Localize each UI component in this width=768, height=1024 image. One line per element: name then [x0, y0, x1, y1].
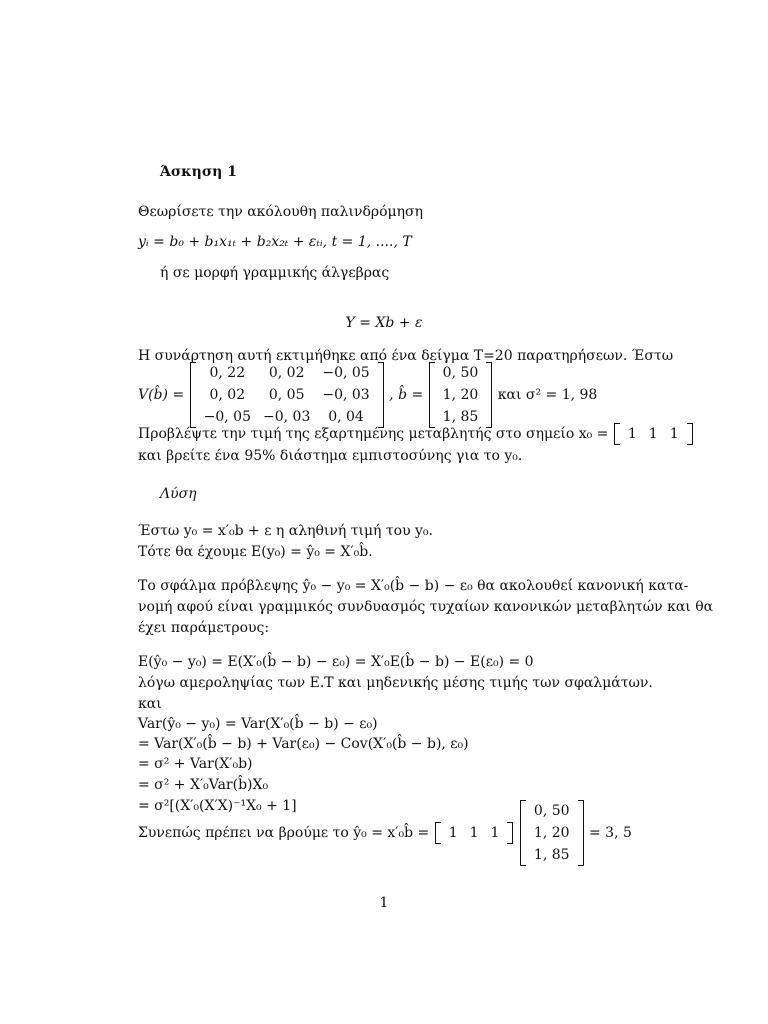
intro-text: Θεωρίσετε την ακόλουθη παλινδρόμηση — [138, 204, 423, 220]
matrix-cell: −0, 05 — [203, 409, 251, 425]
solution-line-1: Έστω y₀ = x′₀b + ε η αληθινή τιμή του y₀. — [138, 523, 433, 539]
final-column-vector — [519, 800, 585, 866]
paragraph-line-2: νομή αφού είναι γραμμικός συνδυασμός τυχαίων κανονικών μεταβλητών και θα — [138, 599, 714, 615]
expectation-equation: E(ŷ₀ − y₀) = E(X′₀(b̂ − b) − ε₀) = X′₀E(b̂ − b) − E(ε₀) = 0 — [138, 654, 534, 670]
vector-cell: 1, 20 — [533, 825, 570, 841]
variance-line-2: = Var(X′₀(b̂ − b) + Var(ε₀) − Cov(X′₀(b̂ − b), ε₀) — [138, 736, 469, 752]
matrix-cell: 0, 05 — [268, 387, 305, 403]
page-number: 1 — [379, 895, 389, 911]
final-pre-text: Συνεπώς πρέπει να βρούμε το ŷ₀ = x′₀b̂ = — [138, 825, 430, 841]
predict-text: Προβλέψτε την τιμή της εξαρτημένης μεταβλητής στο σημείο x₀ = — [138, 426, 609, 442]
vector-cell: 1, 20 — [442, 387, 479, 403]
final-computation-line — [138, 800, 632, 866]
matrix-cell: −0, 03 — [263, 409, 311, 425]
b-vector — [428, 362, 494, 428]
variance-matrix — [189, 362, 385, 428]
vector-cell: 0, 50 — [442, 365, 479, 381]
variance-line-5: = σ²[(X′₀(X′X)⁻¹X₀ + 1] — [138, 798, 297, 814]
and-text: και — [138, 696, 162, 712]
vector-cell: 1, 85 — [442, 409, 479, 425]
vector-cell: 0, 50 — [533, 803, 570, 819]
variance-line-1: Var(ŷ₀ − y₀) = Var(X′₀(b̂ − b) − ε₀) — [138, 716, 378, 732]
matrix-cell: 0, 02 — [209, 387, 246, 403]
solution-line-2: Τότε θα έχουμε E(y₀) = ŷ₀ = X′₀b̂. — [138, 544, 373, 560]
variance-line-3: = σ² + Var(X′₀b) — [138, 756, 253, 772]
vector-cell: 1 — [648, 426, 658, 442]
vector-cell: 1 — [669, 426, 679, 442]
vector-cell: 1 — [627, 426, 637, 442]
vector-cell: 1, 85 — [533, 847, 570, 863]
paragraph-line-3: έχει παράμετρους: — [138, 620, 270, 636]
regression-model: yᵢ = b₀ + b₁x₁ₜ + b₂x₂ₜ + εₜᵢ, t = 1, ...., T — [138, 234, 412, 250]
solution-title: Λύση — [160, 486, 197, 502]
predict-line — [138, 423, 694, 445]
b-label: , b̂ = — [389, 387, 424, 403]
matrix-cell: −0, 03 — [322, 387, 370, 403]
matrix-cell: 0, 02 — [268, 365, 305, 381]
vector-cell: 1 — [490, 825, 500, 841]
final-row-vector — [434, 822, 515, 844]
final-result: = 3, 5 — [589, 825, 632, 841]
variance-matrix-line — [138, 362, 597, 428]
matrix-cell: −0, 05 — [322, 365, 370, 381]
interval-text: και βρείτε ένα 95% διάστημα εμπιστοσύνης για το y₀. — [138, 448, 523, 464]
sigma-text: και σ² = 1, 98 — [497, 387, 598, 403]
variance-line-4: = σ² + X′₀Var(b̂)X₀ — [138, 777, 269, 793]
exercise-title: Άσκηση 1 — [160, 164, 237, 180]
alt-form-text: ή σε μορφή γραμμικής άλγεβρας — [160, 265, 390, 281]
unbiasedness-text: λόγω αμεροληψίας των Ε.Τ και μηδενικής μέσης τιμής των σφαλμάτων. — [138, 675, 653, 691]
paragraph-line-1: Το σφάλμα πρόβλεψης ŷ₀ − y₀ = X′₀(b̂ − b) − ε₀ θα ακολουθεί κανονική κατα- — [138, 578, 689, 594]
matrix-cell: 0, 22 — [209, 365, 246, 381]
matrix-equation: Y = Xb + ε — [345, 315, 423, 331]
estimation-text: Η συνάρτηση αυτή εκτιμήθηκε από ένα δείγμα T=20 παρατηρήσεων. Έστω — [138, 348, 674, 364]
matrix-cell: 0, 04 — [328, 409, 364, 425]
vector-cell: 1 — [448, 825, 458, 841]
vector-cell: 1 — [469, 825, 479, 841]
x0-vector — [613, 423, 694, 445]
v-label: V(b̂) = — [138, 387, 185, 403]
